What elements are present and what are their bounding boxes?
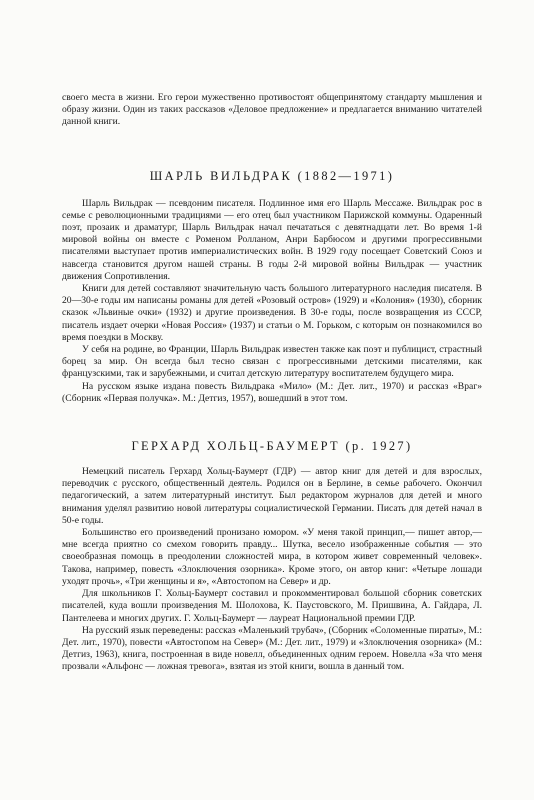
vildrac-paragraph-2: Книги для детей составляют значительную часть большого литературного наследия писателя. В 20—30-е годы им написаны романы для детей «Розовый остров» (1929) и «Колония» (1930), сборник сказок «Львиные очки» (1932) и другие произведения. В 30-е годы, после возвращения из СССР, писатель издает очерки «Новая Россия» (1937) и статьи о М. Горьком, с которым он познакомился во время поездки в Москву.	[62, 283, 482, 343]
vildrac-paragraph-4: На русском языке издана повесть Вильдрака «Мило» (М.: Дет. лит., 1970) и рассказ «Враг» (Сборник «Первая получка». М.: Детгиз, 1957), вошедший в этот том.	[62, 380, 482, 404]
vildrac-paragraph-3: У себя на родине, во Франции, Шарль Вильдрак известен также как поэт и публицист, страстный борец за мир. Он всегда был тесно связан с прогрессивными детскими писателями, как французскими, так и зарубежными, и считал детскую литературу воспитателем будущего мира.	[62, 344, 482, 380]
holtz-baumert-paragraph-3: Для школьников Г. Хольц-Баумерт составил и прокомментировал большой сборник советских писателей, куда вошли произведения М. Шолохова, К. Паустовского, М. Пришвина, А. Гайдара, Л. Пантелеева и многих других. Г. Хольц-Баумерт — лауреат Национальной премии ГДР.	[62, 588, 482, 624]
section-heading-holtz-baumert: ГЕРХАРД ХОЛЬЦ-БАУМЕРТ (р. 1927)	[131, 439, 413, 454]
holtz-baumert-paragraph-2: Большинство его произведений пронизано юмором. «У меня такой принцип,— пишет автор,— мне всегда приятно со смехом говорить правду... Шутка, весело изображенные события — это своеобразная помощь в преодолении сложностей мира, в котором живет современный человек». Такова, например, повесть «Злоключения озорника». Кроме этого, он автор книг: «Четыре лошади уходят прочь», «Три женщины и я», «Автостопом на Север» и др.	[62, 527, 482, 587]
section-heading-vildrac: ШАРЛЬ ВИЛЬДРАК (1882—1971)	[149, 168, 395, 183]
holtz-baumert-paragraph-1: Немецкий писатель Герхард Хольц-Баумерт (ГДР) — автор книг для детей и для взрослых, переводчик с русского, общественный деятель. Родился он в Берлине, в семье рабочего. Окончил педагогический, а затем литературный институт. Был редактором журналов для детей и много внимания уделял развитию новой литературы социалистической Германии. Писать для детей начал в 50-е годы.	[62, 466, 482, 526]
vildrac-paragraph-1: Шарль Вильдрак — псевдоним писателя. Подлинное имя его Шарль Мессаже. Вильдрак рос в семье с революционными традициями — его отец был участником Парижской коммуны. Одаренный поэт, прозаик и драматург, Шарль Вильдрак начал печататься с девятнадцати лет. Во время 1-й мировой войны он вместе с Роменом Ролланом, Анри Барбюсом и другими прогрессивными писателями выступает против империалистических войн. В 1929 году посещает Советский Союз и навсегда становится другом нашей страны. В годы 2-й мировой войны Вильдрак — участник движения Сопротивления.	[62, 197, 482, 282]
intro-continuation-paragraph: своего места в жизни. Его герои мужественно противостоят общепринятому стандарту мышления и образу жизни. Один из таких рассказов «Деловое предложение» и предлагается вниманию читателей данной книги.	[62, 92, 482, 128]
holtz-baumert-paragraph-4: На русский язык переведены: рассказ «Маленький трубач», (Сборник «Соломенные пираты», М.: Дет. лит., 1970), повести «Автостопом на Север» (М.: Дет. лит., 1979) и «Злоключения озорника» (М.: Детгиз, 1963), книга, построенная в виде новелл, объединенных одним героем. Новелла «За что меня прозвали «Альфонс — ложная тревога», взятая из этой книги, вошла в данный том.	[62, 624, 482, 673]
